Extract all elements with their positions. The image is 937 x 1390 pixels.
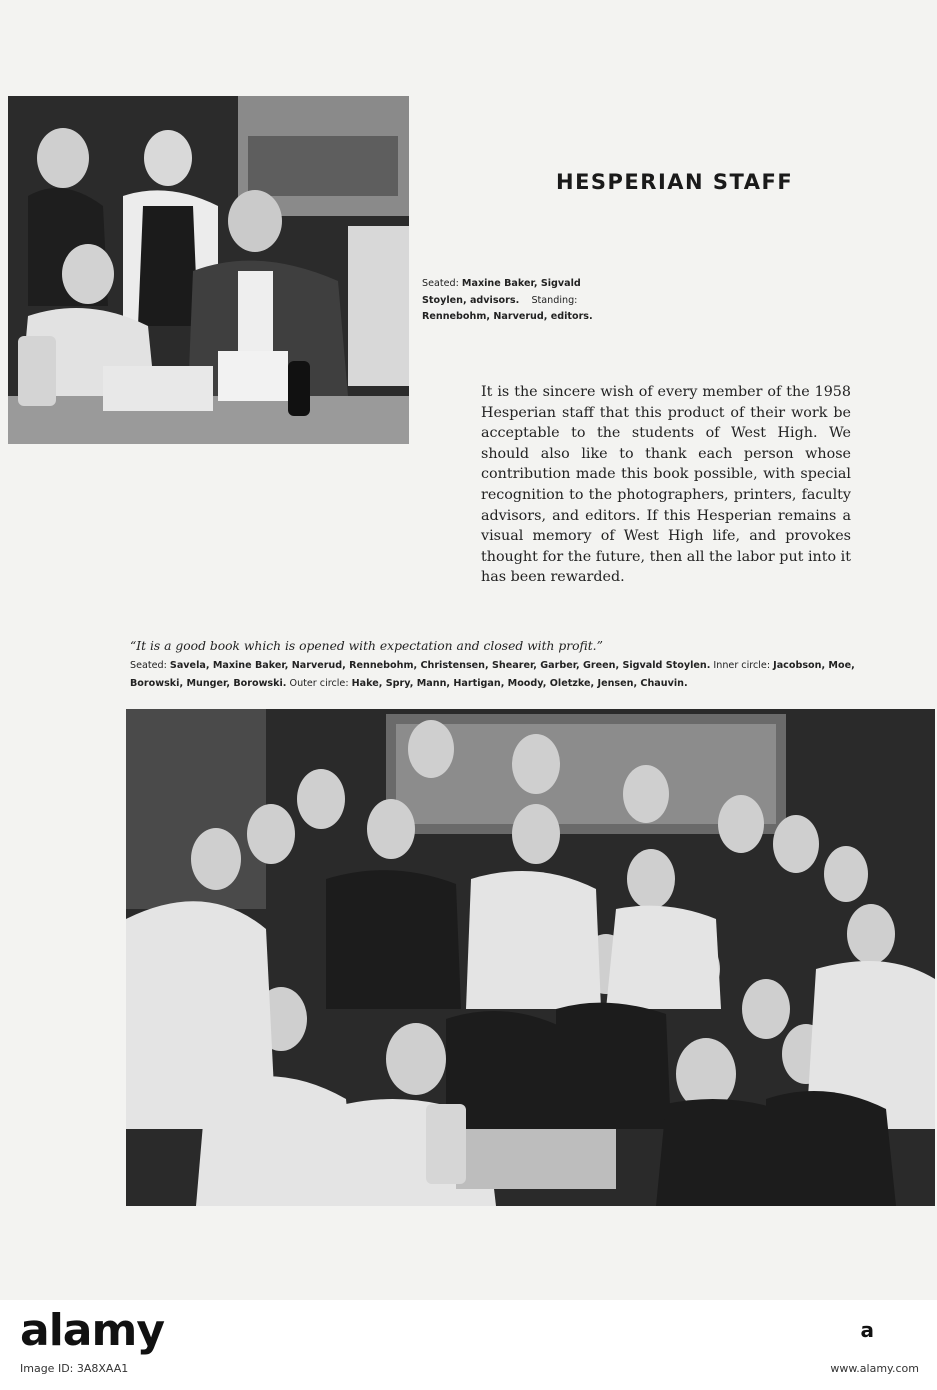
group-photo-graphic bbox=[126, 709, 935, 1206]
staff-message-paragraph: It is the sincere wish of every member of the 1958 Hesperian staff that this product of their work be acceptable to the students of West High. We should also like to thank each person whose contribution made this book possible, with special recognition to the photographers, printers, faculty advisors, and editors. If this Hesperian remains a visual memory of West High life, and provokes thought for the future, then all the labor put into it has been rewarded. bbox=[481, 384, 851, 586]
group-outer-label: Outer circle: bbox=[289, 678, 349, 689]
group-photo-caption bbox=[130, 657, 910, 693]
caption-standing-names: Rennebohm, Narverud, editors. bbox=[422, 311, 593, 322]
group-seated-names: Savela, Maxine Baker, Narverud, Rennebohm, Christensen, Shearer, Garber, Green, Sigvald Stoylen. bbox=[169, 660, 711, 671]
group-photo-quote: “It is a good book which is opened with expectation and closed with profit.” bbox=[130, 639, 603, 653]
group-outer-names: Hake, Spry, Mann, Hartigan, Moody, Oletzke, Jensen, Chauvin. bbox=[351, 678, 688, 689]
caption-seated-label: Seated: bbox=[422, 278, 459, 289]
alamy-url: www.alamy.com bbox=[830, 1362, 919, 1375]
caption-standing-label: Standing: bbox=[531, 294, 578, 306]
image-id-label: Image ID: 3A8XAA1 bbox=[20, 1362, 129, 1375]
group-seated-label: Seated: bbox=[130, 660, 167, 671]
advisors-photo-caption bbox=[422, 276, 612, 326]
group-inner-names: Jacobson, Moe, Borowski, Munger, Borowski. bbox=[130, 660, 855, 689]
advisors-photo-graphic bbox=[8, 96, 409, 444]
alamy-logo: alamy bbox=[20, 1305, 164, 1356]
alamy-stock-mark: a bbox=[860, 1318, 875, 1342]
page-title: HESPERIAN STAFF bbox=[556, 170, 794, 194]
staff-group-photo bbox=[126, 709, 935, 1206]
group-inner-label: Inner circle: bbox=[713, 660, 771, 671]
caption-seated-names: Maxine Baker, Sigvald Stoylen, advisors. bbox=[422, 278, 581, 306]
staff-advisors-photo bbox=[8, 96, 409, 444]
